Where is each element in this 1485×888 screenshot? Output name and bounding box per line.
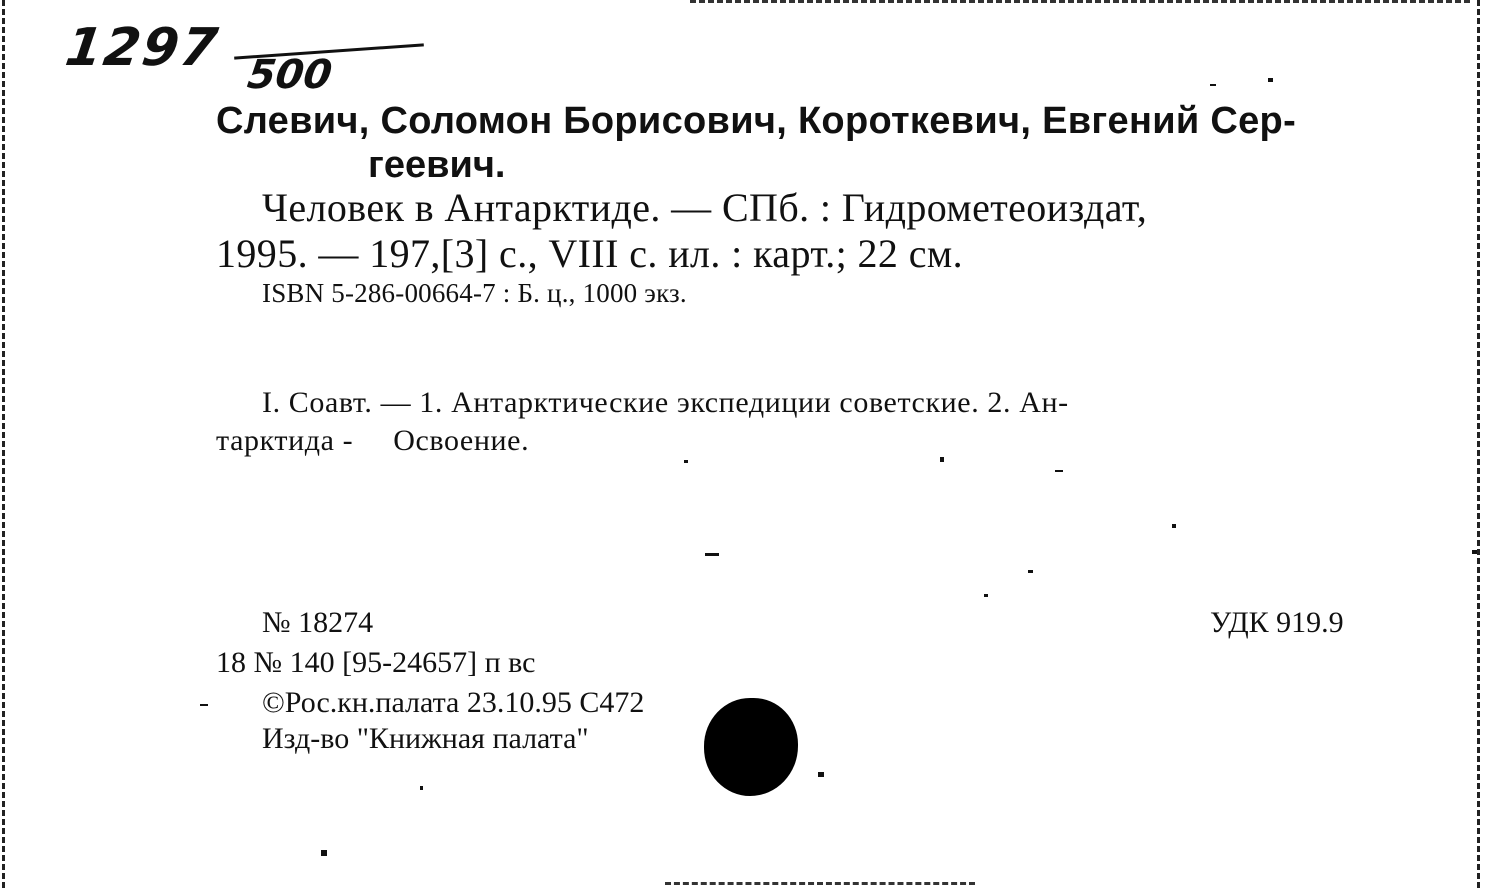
record-number: № 18274 (262, 606, 374, 639)
author-line-1: Слевич, Соломон Борисович, Короткевич, Евгений Сер- (216, 100, 1297, 142)
card-left-edge (2, 0, 8, 888)
handwritten-shelf-mark (61, 18, 335, 98)
speck (420, 786, 423, 790)
title-line-1: Человек в Антарктиде. — СПб. : Гидрометеоиздат, (262, 185, 1148, 230)
handwritten-number: 1297 (61, 18, 223, 78)
speck (940, 457, 944, 462)
tracings-line-2-part-b: Освоение. (393, 424, 530, 457)
card-top-edge (690, 0, 1470, 6)
tracings-line-2 (216, 424, 529, 458)
isbn-line: ISBN 5-286-00664-7 : Б. ц., 1000 экз. (262, 278, 687, 308)
speck (1268, 78, 1273, 82)
copyright-line: ©Рос.кн.палата 23.10.95 С472 (262, 686, 645, 719)
speck (818, 772, 824, 777)
author-line-2: геевич. (368, 144, 506, 186)
publisher-line: Изд-во "Книжная палата" (262, 722, 589, 755)
handwritten-sub-number: 500 (244, 52, 335, 98)
speck (1210, 84, 1216, 86)
card-number-line: 18 № 140 [95-24657] п вс (216, 646, 536, 679)
tracings-line-1: I. Соавт. — 1. Антарктические экспедиции советские. 2. Ан- (262, 386, 1069, 419)
ink-blot (704, 698, 798, 796)
speck (321, 850, 327, 856)
speck (1028, 570, 1033, 573)
speck (684, 460, 688, 463)
speck (1472, 550, 1477, 554)
speck (200, 704, 208, 706)
card-right-edge (1477, 0, 1483, 888)
speck (1055, 470, 1063, 472)
speck (705, 553, 719, 556)
card-bottom-edge (665, 882, 975, 888)
tracings-line-2-part-a: тарктида - (216, 424, 354, 457)
title-line-2: 1995. — 197,[3] с., VIII с. ил. : карт.; 22 см. (216, 231, 963, 276)
udk-code: УДК 919.9 (1210, 606, 1344, 639)
speck (984, 594, 988, 597)
speck (1172, 524, 1176, 528)
